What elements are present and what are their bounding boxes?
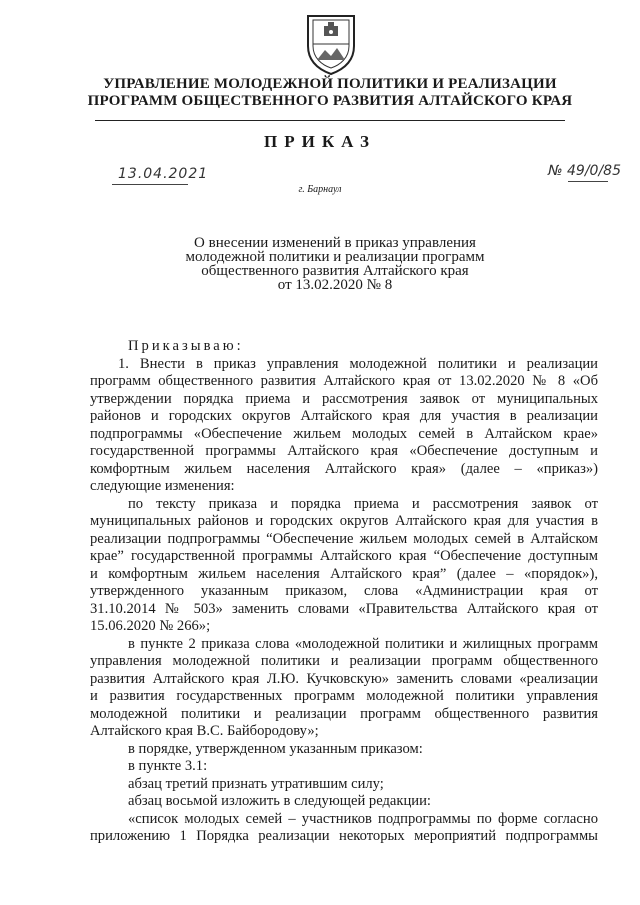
order-body <box>90 338 598 846</box>
body-line: развития Алтайского края Л.Ю. Кучковскую» заменить словами «реализации <box>90 670 598 687</box>
body-line: 31.10.2014 № 503» заменить словами «Правительства Алтайского края от <box>90 600 598 617</box>
body-line: 15.06.2020 № 266»; <box>90 618 211 634</box>
body-line: Алтайского края В.С. Байбородову»; <box>90 723 319 739</box>
body-line: в пункте 2 приказа слова «молодежной политики и жилищных программ <box>128 635 598 652</box>
coat-of-arms-emblem <box>300 10 362 76</box>
body-line: и развития государственных программ молодежной политики управления <box>90 688 598 704</box>
number-underline <box>568 181 608 182</box>
body-line: следующие изменения: <box>90 478 235 494</box>
body-line: «список молодых семей – участников подпрограммы по форме согласно <box>128 810 598 827</box>
body-line: подпрограммы «Обеспечение жильем молодых семей в Алтайском крае» <box>90 425 598 442</box>
body-line: в порядке, утвержденном указанным приказом: <box>128 740 423 757</box>
subject-line: молодежной политики и реализации программ <box>185 249 485 265</box>
agency-name-line2: ПРОГРАММ ОБЩЕСТВЕННОГО РАЗВИТИЯ АЛТАЙСКОГО КРАЯ <box>87 93 573 109</box>
body-line: 1. Внести в приказ управления молодежной политики и реализации <box>118 355 598 372</box>
body-line: в пункте 3.1: <box>128 758 208 774</box>
order-verb: Приказываю: <box>128 338 244 354</box>
body-line: утверждении порядка приема и рассмотрения заявок от муниципальных <box>90 390 598 407</box>
subject-line: общественного развития Алтайского края <box>201 263 469 279</box>
body-line: программ общественного развития Алтайского края от 13.02.2020 № 8 «Об <box>90 373 598 389</box>
body-line: муниципальных районов и городских округов Алтайского края для участия в <box>90 513 598 529</box>
body-line: и комфортным жильем населения Алтайского края” (далее – «порядок»), <box>90 565 598 582</box>
subject-line: от 13.02.2020 № 8 <box>277 277 393 293</box>
city-label: г. Барнаул <box>298 184 342 195</box>
body-line: реализации подпрограммы “Обеспечение жильем молодых семей в Алтайском <box>90 530 598 547</box>
order-number: № 49/0/85 <box>548 163 621 179</box>
body-line: комфортным жильем населения Алтайского края» (далее – «приказ») <box>90 460 598 477</box>
body-line: по тексту приказа и порядка приема и рассмотрения заявок от <box>128 495 598 512</box>
body-line: абзац восьмой изложить в следующей редакции: <box>128 793 431 809</box>
body-line: крае” государственной программы Алтайского края “Обеспечение доступным <box>90 548 598 564</box>
document-type-title: ПРИКАЗ <box>264 132 376 151</box>
body-line: молодежной политики и реализации программ общественного развития <box>90 705 598 722</box>
subject-line: О внесении изменений в приказ управления <box>194 235 476 251</box>
body-line: утвержденного указанным приказом, слова «Администрации края от <box>90 583 598 599</box>
body-line: абзац третий признать утратившим силу; <box>128 775 384 792</box>
order-date: 13.04.2021 <box>118 166 209 182</box>
header-divider <box>95 120 565 121</box>
order-subject <box>185 236 485 292</box>
body-line: приложению 1 Порядка реализации некоторых мероприятий подпрограммы <box>90 828 598 844</box>
body-line: районов и городских округов Алтайского края для участия в реализации <box>90 408 598 424</box>
body-line: государственной программы Алтайского края «Обеспечение доступным и <box>90 443 598 459</box>
agency-name-line1: УПРАВЛЕНИЕ МОЛОДЕЖНОЙ ПОЛИТИКИ И РЕАЛИЗАЦИИ <box>103 76 557 92</box>
body-line: управления молодежной политики и реализации программ общественного <box>90 653 598 669</box>
